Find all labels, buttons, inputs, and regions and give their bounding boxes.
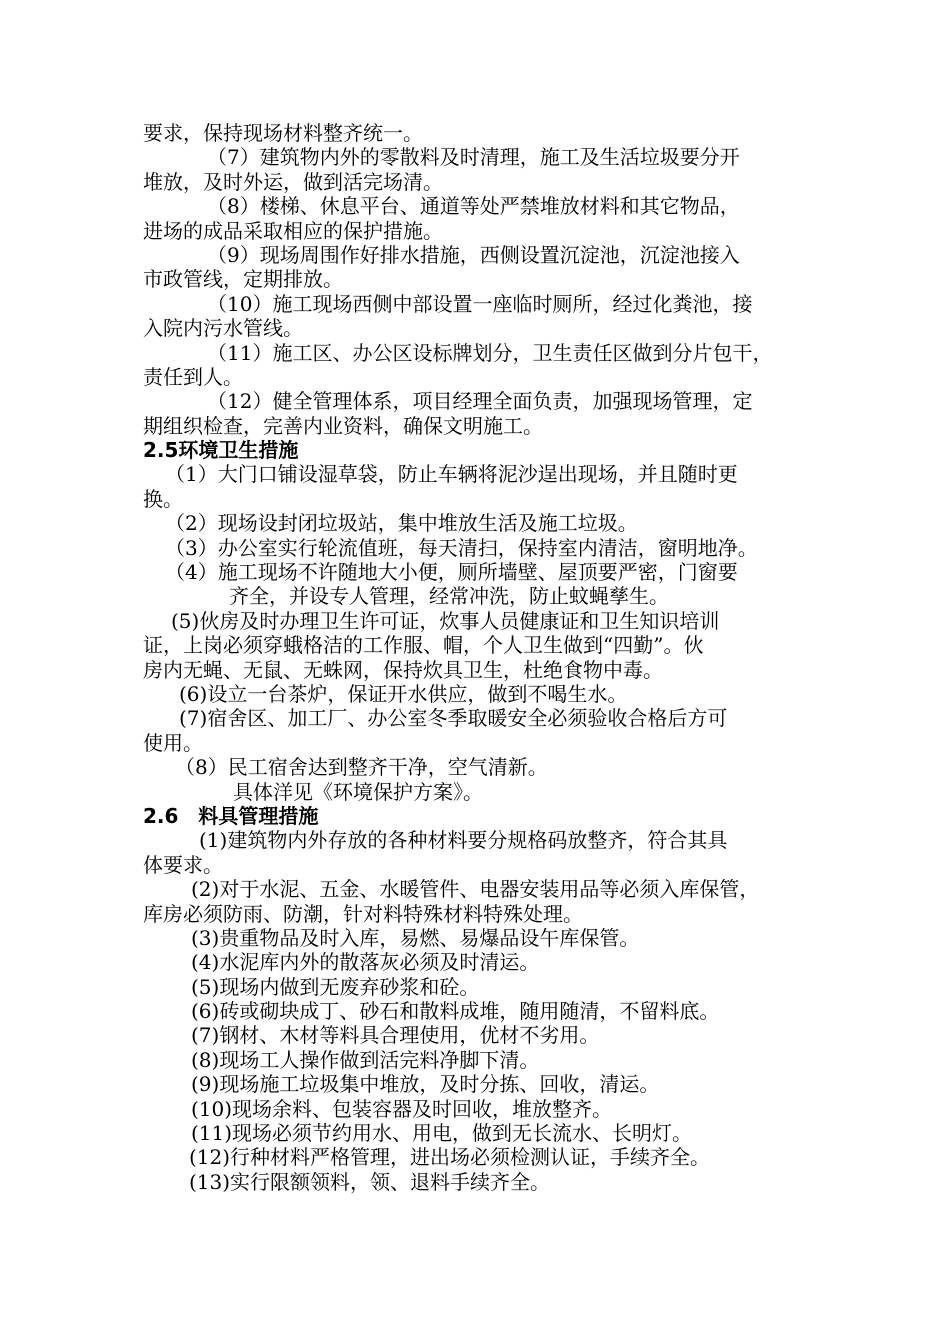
list-item-13: (13)实行限额领料，领、退料手续齐全。: [189, 1169, 551, 1194]
list-item-3: （3）办公室实行轮流值班，每天清扫，保持室内清洁，窗明地净。: [165, 535, 758, 560]
list-item-4: （4）施工现场不许随地大小便，厕所墙壁、屋顶要严密，门窗要: [165, 560, 738, 585]
document-body: [143, 121, 823, 1194]
paragraph-line: 房内无蝇、无鼠、无蛛网，保持炊具卫生，杜绝食物中毒。: [143, 657, 663, 682]
paragraph-line: 库房必须防雨、防潮，针对料特殊材料特殊处理。: [143, 901, 583, 926]
list-item-12: (12)行种材料严格管理，进出场必须检测认证，手续齐全。: [189, 1145, 711, 1170]
list-item-2: （2）现场设封闭垃圾站，集中堆放生活及施工垃圾。: [165, 511, 638, 536]
list-item-8: （8）民工宿舍达到整齐干净，空气清新。: [175, 755, 548, 780]
list-item-10: (10)现场余料、包装容器及时回收，堆放整齐。: [191, 1096, 613, 1121]
list-item-3: (3)贵重物品及时入库，易燃、易爆品设午库保管。: [191, 925, 640, 950]
section-heading-2-5: 2.5环境卫生措施: [143, 438, 299, 463]
list-item-7: (7)宿舍区、加工厂、办公室冬季取暖安全必须验收合格后方可: [179, 706, 728, 731]
list-item-11: （11）施工区、办公区设标牌划分，卫生责任区做到分片包干，: [207, 340, 773, 365]
paragraph-line: 进场的成品采取相应的保护措施。: [143, 218, 443, 243]
list-item-9: (9)现场施工垃圾集中堆放，及时分拣、回收，清运。: [191, 1072, 660, 1097]
list-item-11: (11)现场必须节约用水、用电，做到无长流水、长明灯。: [191, 1121, 693, 1146]
list-item-5: (5)伙房及时办理卫生许可证，炊事人员健康证和卫生知识培训: [171, 608, 720, 633]
list-item-2: (2)对于水泥、五金、水暖管件、电器安装用品等必须入库保管，: [191, 877, 760, 902]
paragraph-line: 期组织检查，完善内业资料，确保文明施工。: [143, 413, 543, 438]
paragraph-line: 换。: [143, 486, 183, 511]
list-item-5: (5)现场内做到无废弃砂浆和砼。: [191, 974, 480, 999]
list-item-6: (6)砖或砌块成丁、砂石和散料成堆，随用随清，不留料底。: [191, 999, 720, 1024]
paragraph-line: 入院内污水管线。: [143, 316, 303, 341]
paragraph-line: 堆放，及时外运，做到活完场清。: [143, 169, 443, 194]
paragraph-line: 要求，保持现场材料整齐统一。: [143, 121, 423, 145]
list-item-8: (8)现场工人操作做到活完料净脚下清。: [191, 1047, 540, 1072]
list-item-9: （9）现场周围作好排水措施，西侧设置沉淀池，沉淀池接入: [207, 242, 740, 267]
paragraph-line: 体要求。: [143, 852, 223, 877]
list-item-1: (1)建筑物内外存放的各种材料要分规格码放整齐，符合其具: [199, 828, 728, 853]
paragraph-line: 使用。: [143, 730, 203, 755]
list-item-4: (4)水泥库内外的散落灰必须及时清运。: [191, 950, 540, 975]
list-item-1: （1）大门口铺设湿草袋，防止车辆将泥沙逞出现场，并且随时更: [165, 462, 738, 487]
section-heading-2-6: 2.6 料具管理措施: [143, 803, 319, 828]
list-item-8: （8）楼梯、休息平台、通道等处严禁堆放材料和其它物品，: [207, 194, 740, 219]
paragraph-line: 市政管线，定期排放。: [143, 267, 343, 292]
reference-note: 具体洋见《环境保护方案》。: [233, 779, 483, 804]
list-item-12: （12）健全管理体系，项目经理全面负责，加强现场管理，定: [207, 389, 753, 414]
list-item-7: (7)钢材、木材等料具合理使用，优材不劣用。: [191, 1023, 600, 1048]
list-item-10: （10）施工现场西侧中部设置一座临时厕所，经过化粪池，接: [207, 291, 753, 316]
paragraph-line: 齐全，并设专人管理，经常冲洗，防止蚊蝇孳生。: [229, 584, 669, 609]
paragraph-line: 责任到人。: [143, 364, 243, 389]
list-item-7: （7）建筑物内外的零散料及时清理，施工及生活垃圾要分开: [207, 145, 740, 170]
paragraph-line: 证，上岗必须穿蛾格洁的工作服、帽，个人卫生做到“四勤”。伙: [143, 633, 704, 658]
list-item-6: (6)设立一台茶炉，保证开水供应，做到不喝生水。: [179, 681, 628, 706]
